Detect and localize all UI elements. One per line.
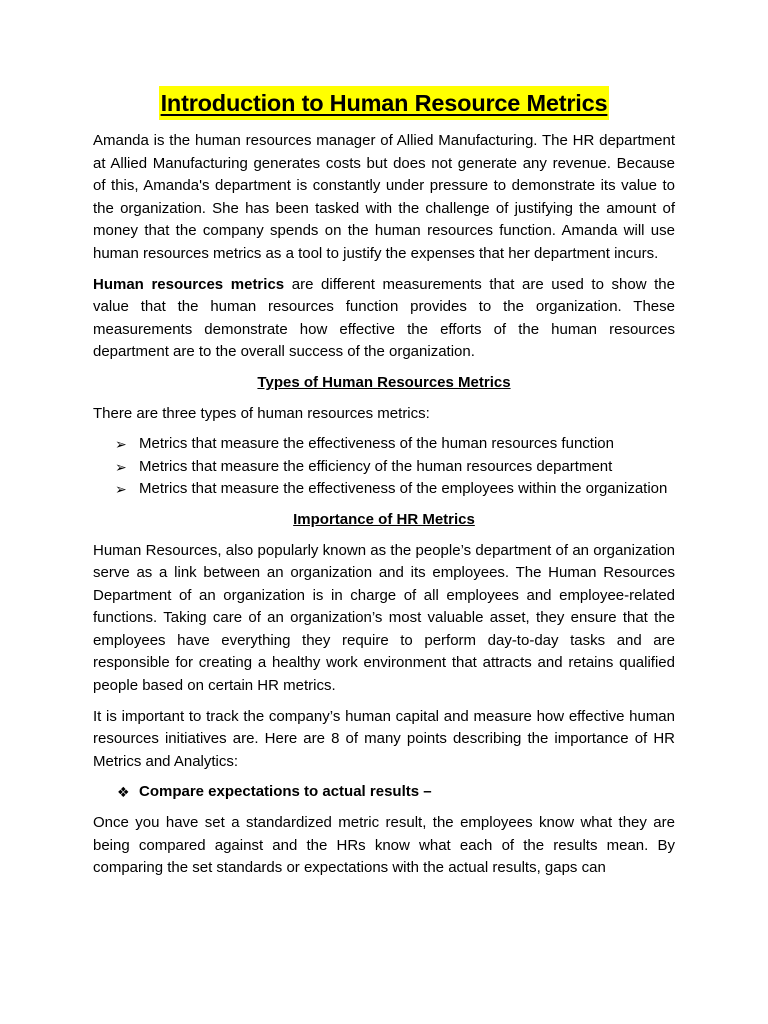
list-item	[93, 456, 675, 479]
document-page	[93, 86, 675, 888]
tracking-paragraph: It is important to track the company’s human capital and measure how effective human resources initiatives are. Here are 8 of many points describing the importance of HR Metrics and Analytics:	[93, 707, 675, 770]
definition-text: are different measurements that are used to show the value that the human resources function provides to the organization. These measurements demonstrate how effective the efforts of the human resources department are to the overall success of the organization.	[93, 275, 675, 361]
list-item	[93, 433, 675, 456]
importance-heading: Importance of HR Metrics	[293, 510, 475, 528]
hr-paragraph: Human Resources, also popularly known as the people’s department of an organization serve as a link between an organization and its employees. The Human Resources Department of an organization is in charge of all employees and employee-related functions. Taking care of an organization’s most valuable asset, they ensure that the employees have everything they require to perform day-to-day tasks and are responsible for creating a healthy work environment that attracts and retains qualified people based on certain HR metrics.	[93, 541, 675, 695]
list-item	[93, 478, 675, 501]
point-heading-text: Compare expectations to actual results –	[139, 783, 432, 801]
definition-term: Human resources metrics	[93, 275, 285, 293]
document-title: Introduction to Human Resource Metrics	[159, 86, 610, 120]
list-item-text: Metrics that measure the efficiency of the human resources department	[139, 457, 613, 475]
four-diamond-bullet-icon: ❖	[117, 784, 130, 801]
arrow-bullet-icon: ➢	[115, 458, 127, 475]
title-wrap	[93, 86, 675, 120]
types-intro: There are three types of human resources metrics:	[93, 404, 430, 422]
definition-paragraph	[93, 274, 675, 364]
point-heading	[93, 781, 675, 804]
arrow-bullet-icon: ➢	[115, 481, 127, 498]
comparison-paragraph: Once you have set a standardized metric result, the employees know what they are being compared against and the HRs know what each of the results mean. By comparing the set standards or expectations with the actual results, gaps can	[93, 814, 675, 877]
types-heading: Types of Human Resources Metrics	[257, 373, 511, 391]
list-item-text: Metrics that measure the effectiveness of the employees within the organization	[139, 480, 668, 498]
types-list	[93, 433, 675, 501]
intro-paragraph: Amanda is the human resources manager of Allied Manufacturing. The HR department at Allied Manufacturing generates costs but does not generate any revenue. Because of this, Amanda's department is constantly under pressure to demonstrate its value to the organization. She has been tasked with the challenge of justifying the amount of money that the company spends on the human resources function. Amanda will use human resources metrics as a tool to justify the expenses that her department incurs.	[93, 132, 675, 262]
list-item-text: Metrics that measure the effectiveness of the human resources function	[139, 435, 614, 453]
arrow-bullet-icon: ➢	[115, 436, 127, 453]
